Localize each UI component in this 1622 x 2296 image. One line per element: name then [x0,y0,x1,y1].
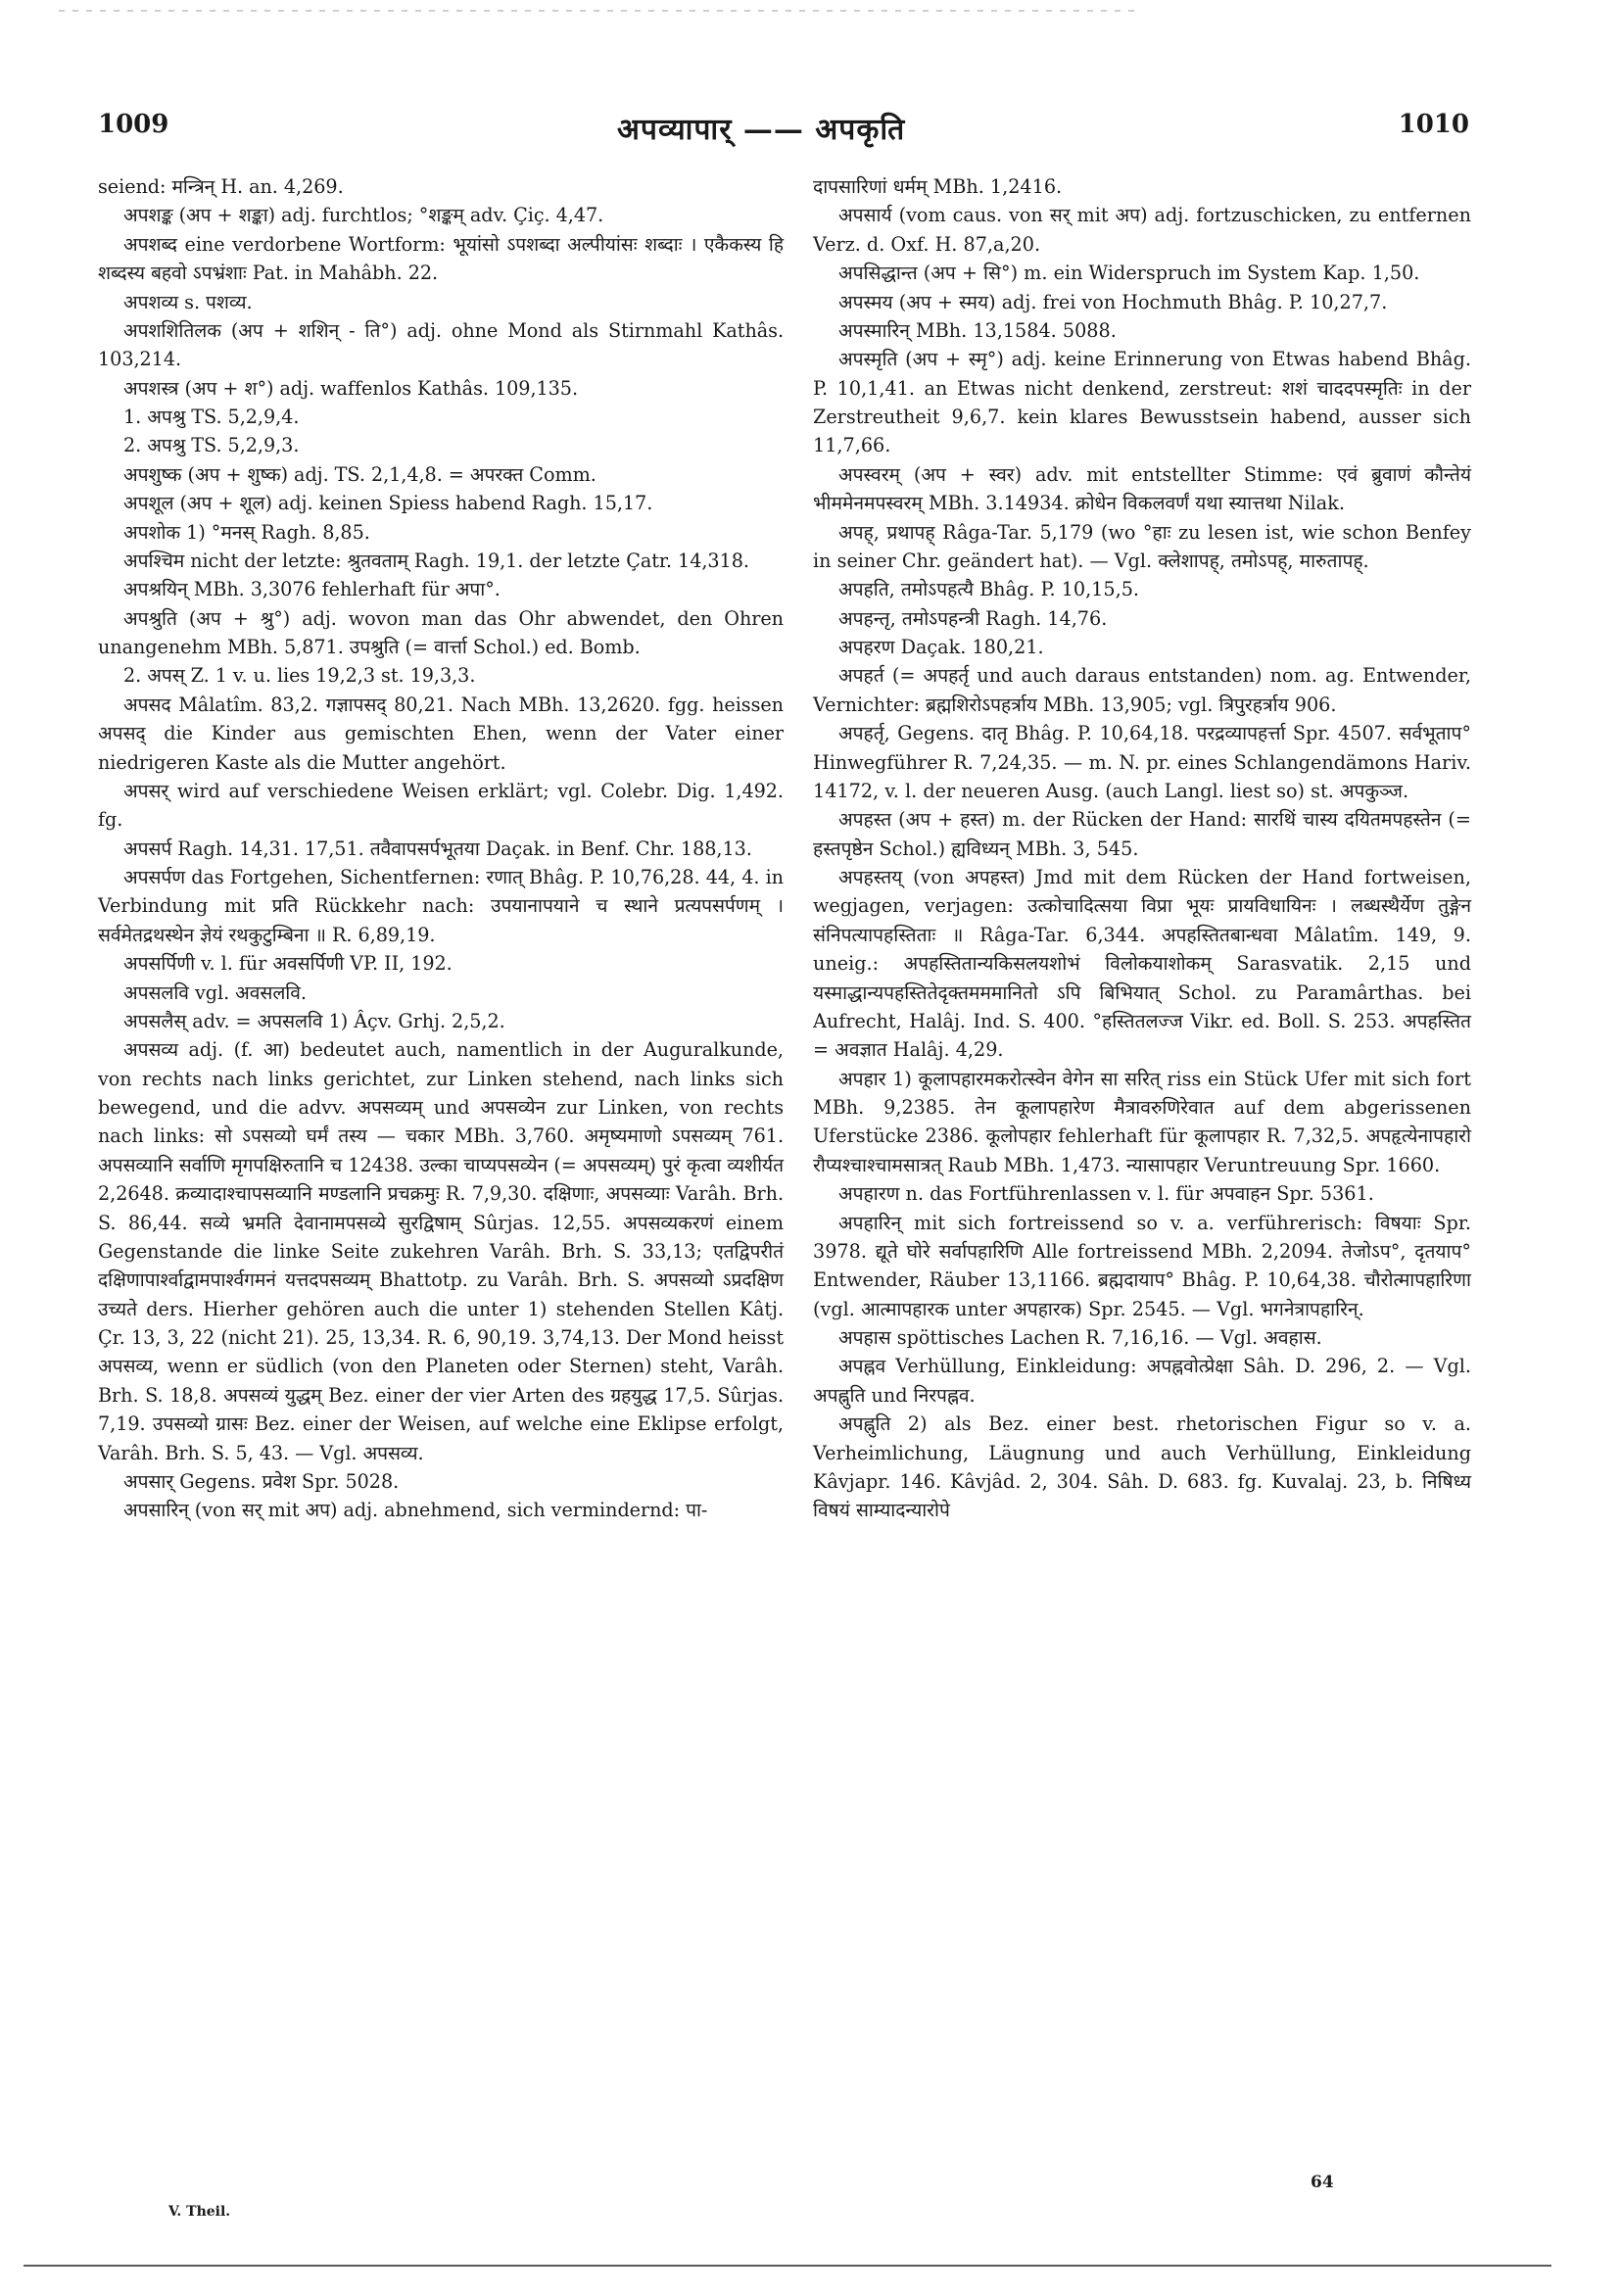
dictionary-entry: दापसारिणां धर्मम् MBh. 1,2416. [813,175,1063,198]
dictionary-entry: अपश्रुति (अप + श्रु°) adj. wovon man das Ohr abwendet, den Ohren unangenehm MBh. 5,871. उपश्रुति (= वार्त्ता Schol.) ed. Bomb. [98,606,784,658]
page-number-right: 1010 [1398,110,1469,139]
page-header [98,110,1469,149]
bottom-rule [24,2265,1551,2267]
scan-edge-artifact [59,10,1136,12]
dictionary-entry: 1. अपश्रु TS. 5,2,9,4. [123,406,300,428]
right-column [813,172,1471,1525]
dictionary-entry: अपशस्त्र (अप + श°) adj. waffenlos Kathâs. 109,135. [123,376,579,400]
dictionary-entry: अपसर् wird auf verschiedene Weisen erklärt; vgl. Colebr. Dig. 1,492. fg. [98,779,784,832]
dictionary-entry: 2. अपश्रु TS. 5,2,9,3. [123,434,300,457]
dictionary-entry: अपशूल (अप + शूल) adj. keinen Spiess habend Ragh. 15,17. [123,492,653,515]
dictionary-entry: अपसर्पण das Fortgehen, Sichentfernen: रणात् Bhâg. P. 10,76,28. 44, 4. in Verbindung mit प्रति Rückkehr nach: उपयानापयाने च स्थाने प्रत्यपसर्पणम् । सर्वमेतद्रथस्थेन ज्ञेयं रथकुटुम्बिना ॥ R. 6,89,19. [98,866,784,946]
dictionary-entry: अपसर्पिणी v. l. für अवसर्पिणी VP. II, 192. [123,952,453,976]
dictionary-entry: अपहर्तृ, Gegens. दातृ Bhâg. P. 10,64,18. परद्रव्यापहर्त्ता Spr. 4507. सर्वभूताप° Hinwegführer R. 7,24,35. — m. N. pr. eines Schlangendämons Hariv. 14172, v. l. der neueren Ausg. (auch Langl. liest so) st. अपकुञ्ज. [813,722,1471,802]
dictionary-entry: अपहास spöttisches Lachen R. 7,16,16. — Vgl. अवहास. [838,1326,1322,1349]
footer-volume: V. Theil. [168,2204,231,2220]
page-number-left: 1009 [98,110,169,139]
dictionary-entry: अपश्रयिन् MBh. 3,3076 fehlerhaft für अपा°. [123,578,501,601]
dictionary-entry: अपहरण Daçak. 180,21. [838,636,1044,658]
dictionary-entry: अपशोक 1) °मनस् Ragh. 8,85. [123,520,370,544]
dictionary-entry: अपसव्य adj. (f. आ) bedeutet auch, namentlich in der Auguralkunde, von rechts nach links gerichtet, zur Linken stehend, nach links sich bewegend, und die advv. अपसव्यम् und अपसव्येन zur Linken, von rechts nach links: सो ऽपसव्यो घर्मं तस्य — चकार MBh. 3,760. अमृष्यमाणो ऽपसव्यम् 761. अपसव्यानि सर्वाणि मृगपक्षिरुतानि च 12438. उल्का चाप्यपसव्येन (= अपसव्यम्) पुरं कृत्वा व्यशीर्यत 2,2648. क्रव्यादाश्चापसव्यानि मण्डलानि प्रचक्रमुः R. 7,9,30. दक्षिणाः, अपसव्याः Varâh. Brh. S. 86,44. सव्ये भ्रमति देवानामपसव्ये सुरद्विषाम् Sûrjas. 12,55. अपसव्यकरणं einem Gegenstande die linke Seite zukehren Varâh. Brh. S. 33,13; एतद्विपरीतं दक्षिणापार्श्वाद्वामपार्श्वगमनं यत्तदपसव्यम् Bhattotp. zu Varâh. Brh. S. अपसव्यो ऽप्रदक्षिण उच्यते ders. Hierher gehören auch die unter 1) stehenden Stellen Kâtj. Çr. 13, 3, 22 (nicht 21). 25, 13,34. R. 6, 90,19. 3,74,13. Der Mond heisst अपसव्य, wenn er südlich (von den Planeten oder Sternen) steht, Varâh. Brh. S. 18,8. अपसव्यं युद्धम् Bez. einer der vier Arten des ग्रहयुद्ध 17,5. Sûrjas. 7,19. उपसव्यो ग्रासः Bez. einer der Weisen, auf welche eine Eklipse erfolgt, Varâh. Brh. S. 5, 43. — Vgl. अपसव्य. [98,1038,784,1464]
dictionary-entry: अपसिद्धान्त (अप + सि°) m. ein Widerspruch im System Kap. 1,50. [838,262,1420,285]
dictionary-entry: अपसारिन् (von सर् mit अप) adj. abnehmend, sich vermindernd: पा- [123,1499,708,1522]
dictionary-entry: अपह्नव Verhüllung, Einkleidung: अपह्नवोत्प्रेक्षा Sâh. D. 296, 2. — Vgl. अपह्नुति und निरपह्नव. [813,1355,1471,1407]
dictionary-entry: अपशब्द eine verdorbene Wortform: भूयांसो ऽपशब्दा अल्पीयांसः शब्दाः । एकैकस्य हि शब्दस्य बहवो ऽपभ्रंशाः Pat. in Mahâbh. 22. [98,232,784,285]
running-head: अपव्यापार् —— अपकृति [617,113,906,147]
dictionary-entry: अपहार 1) कूलापहारमकरोत्स्वेन वेगेन सा सरित् riss ein Stück Ufer mit sich fort MBh. 9,2385. तेन कूलापहारेण मैत्रावरुणिरेवात auf dem abgerissenen Uferstücke 2386. कूलोपहार fehlerhaft für कूलापहार R. 7,32,5. अपहृत्येनापहारो रौप्यश्चाश्चामसात्रत् Raub MBh. 1,473. न्यासापहार Veruntreuung Spr. 1660. [813,1067,1471,1176]
dictionary-entry: seiend: मन्त्रिन् H. an. 4,269. [98,175,344,198]
dictionary-entry: अपहस्तय् (von अपहस्त) Jmd mit dem Rücken der Hand fortweisen, wegjagen, verjagen: उत्कोचादित्सया विप्रा भूयः प्रायविधायिनः । लब्धस्थैर्येण तुङ्गेन संनिपत्यापहस्तिताः ॥ Râga-Tar. 6,344. अपहस्तितबान्धवा Mâlatîm. 149, 9. uneig.: अपहस्तितान्यकिसलयशोभं विलोकयाशोकम् Sarasvatik. 2,15 und यस्माद्धान्यपहस्तितेदृक्तमममानितो ऽपि बिभियात् Schol. zu Paramârthas. bei Aufrecht, Halâj. Ind. S. 400. °हस्तितलज्ज Vikr. ed. Boll. S. 253. अपहस्तित = अवज्ञात Halâj. 4,29. [813,866,1471,1062]
left-column [98,172,784,1525]
dictionary-entry: अपह्, प्रथापह् Râga-Tar. 5,179 (wo °हाः zu lesen ist, wie schon Benfey in seiner Chr. geändert hat). — Vgl. क्लेशापह्, तमोऽपह्, मारुतापह्. [813,520,1471,572]
dictionary-entry: अपसार् Gegens. प्रवेश Spr. 5028. [123,1469,400,1493]
dictionary-entry: अपस्मय (अप + स्मय) adj. frei von Hochmuth Bhâg. P. 10,27,7. [838,290,1388,313]
dictionary-entry: अपश्चिम nicht der letzte: श्रुतवताम् Ragh. 19,1. der letzte Çatr. 14,318. [123,549,749,572]
dictionary-entry: अपहर्त (= अपहर्तृ und auch daraus entstanden) nom. ag. Entwender, Vernichter: ब्रह्मशिरोऽपहर्त्राय MBh. 13,905; vgl. त्रिपुरहर्त्राय 906. [813,664,1471,716]
dictionary-entry: अपस्मारिन् MBh. 13,1584. 5088. [838,318,1117,342]
dictionary-entry: अपसद Mâlatîm. 83,2. गज्ञापसद् 80,21. Nach MBh. 13,2620. fgg. heissen अपसद् die Kinder aus gemischten Ehen, wenn der Vater einer niedrigeren Kaste als die Mutter angehört. [98,693,784,774]
dictionary-entry: अपशुष्क (अप + शुष्क) adj. TS. 2,1,4,8. = अपरक्त Comm. [123,462,596,486]
dictionary-entry: अपहारण n. das Fortführenlassen v. l. für अपवाहन Spr. 5361. [838,1182,1374,1206]
dictionary-entry: अपशङ्क (अप + शङ्का) adj. furchtlos; °शङ्कम् adv. Çiç. 4,47. [123,204,604,227]
dictionary-entry: अपशशितिलक (अप + शशिन् - ति°) adj. ohne Mond als Stirnmahl Kathâs. 103,214. [98,318,784,371]
dictionary-entry: अपहस्त (अप + हस्त) m. der Rücken der Hand: सारथिं चास्य दयितमपहस्तेन (= हस्तपृष्ठेन Schol.) ह्यविध्यन् MBh. 3, 545. [813,808,1471,860]
dictionary-entry: अपह्नुति 2) als Bez. einer best. rhetorischen Figur so v. a. Verheimlichung, Läugnung und auch Verhüllung, Einkleidung Kâvjapr. 146. Kâvjâd. 2, 304. Sâh. D. 683. fg. Kuvalaj. 23, b. निषिध्य विषयं साम्यादन्यारोपे [813,1412,1471,1522]
dictionary-entry: अपशव्य s. पशव्य. [123,290,253,313]
dictionary-entry: अपस्वरम् (अप + स्वर) adv. mit entstellter Stimme: एवं ब्रुवाणं कौन्तेयं भीममेनमपस्वरम् MBh. 3.14934. क्रोधेन विकलवर्णं यथा स्यात्तथा Nilak. [813,462,1471,515]
dictionary-entry: अपसर्प Ragh. 14,31. 17,51. तवैवापसर्पभूतया Daçak. in Benf. Chr. 188,13. [123,837,752,860]
dictionary-entry: अपसलवि vgl. अवसलवि. [123,981,307,1004]
dictionary-entry: अपहति, तमोऽपहत्यै Bhâg. P. 10,15,5. [838,578,1140,601]
footer-signature: 64 [1311,2173,1334,2192]
dictionary-entry: अपसार्य (vom caus. von सर् mit अप) adj. fortzuschicken, zu entfernen Verz. d. Oxf. H. 87,a,20. [813,204,1471,256]
dictionary-entry: अपस्मृति (अप + स्मृ°) adj. keine Erinnerung von Etwas habend Bhâg. P. 10,1,41. an Etwas nicht denkend, zerstreut: शशं चाददपस्मृतिः in der Zerstreutheit 9,6,7. kein klares Bewusstsein habend, ausser sich 11,7,66. [813,348,1471,457]
dictionary-entry: 2. अपस् Z. 1 v. u. lies 19,2,3 st. 19,3,3. [123,664,476,688]
dictionary-entry: अपहारिन् mit sich fortreissend so v. a. verführerisch: विषयाः Spr. 3978. द्यूते घोरे सर्वापहारिणि Alle fortreissend MBh. 2,2094. तेजोऽप°, दृतयाप° Entwender, Räuber 13,1166. ब्रह्मदायाप° Bhâg. P. 10,64,38. चौरोत्मापहारिणा (vgl. आत्मापहारक unter अपहारक) Spr. 2545. — Vgl. भगनेत्रापहारिन्. [813,1211,1471,1320]
dictionary-entry: अपहन्तृ, तमोऽपहन्त्री Ragh. 14,76. [838,606,1108,630]
dictionary-entry: अपसलैस् adv. = अपसलवि 1) Âçv. Grhj. 2,5,2. [123,1009,505,1032]
